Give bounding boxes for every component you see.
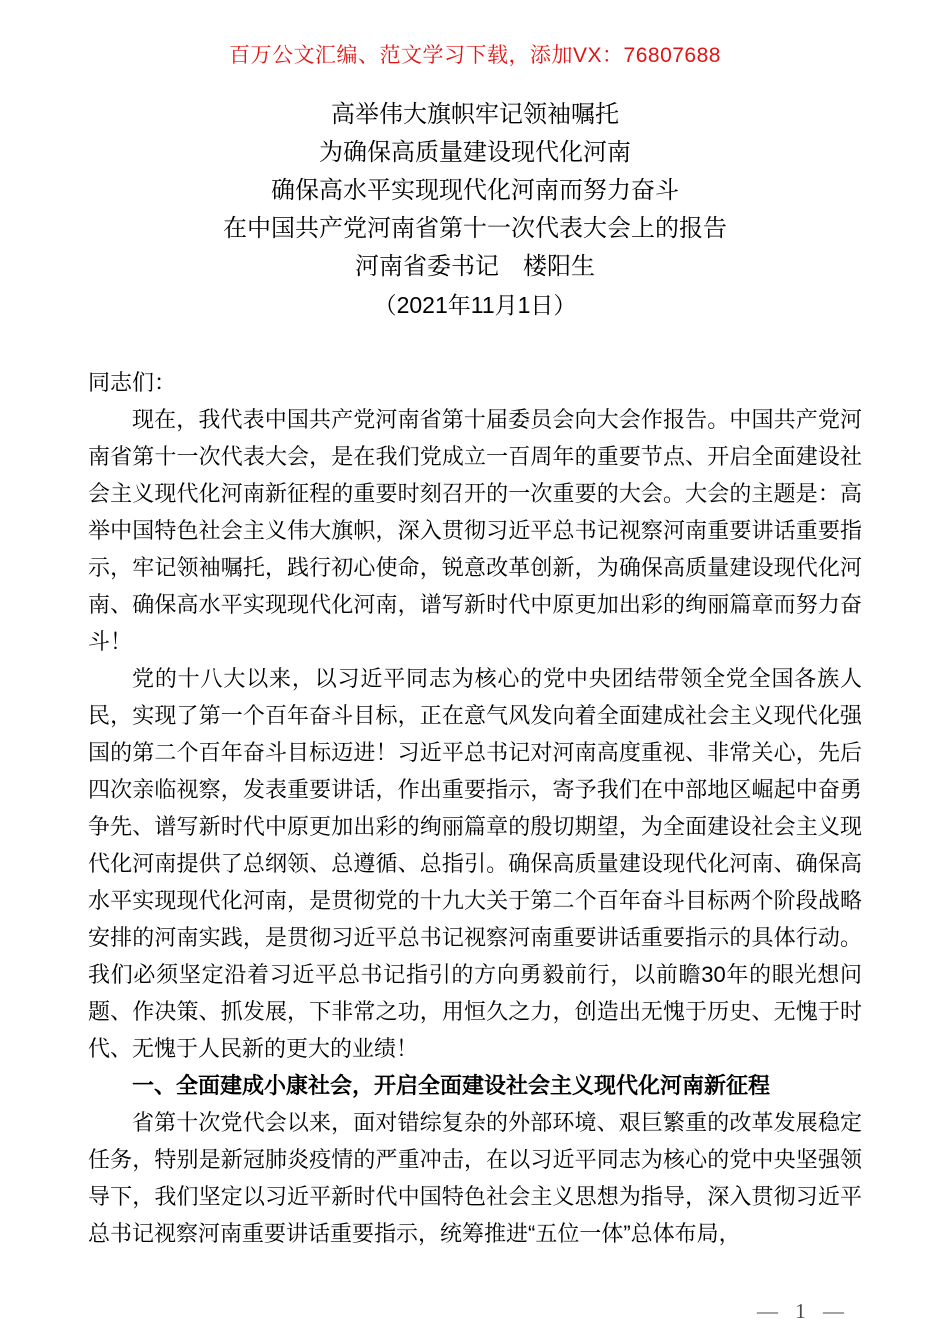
title-block [0,96,950,324]
section-heading-1: 一、全面建成小康社会，开启全面建设社会主义现代化河南新征程 [132,1073,771,1098]
document-author: 河南省委书记 楼阳生 [355,253,595,280]
document-subtitle: 在中国共产党河南省第十一次代表大会上的报告 [223,215,727,242]
salutation: 同志们： [88,370,177,395]
document-date: （2021年11月1日） [373,292,577,318]
body-paragraph-3: 省第十次党代会以来，面对错综复杂的外部环境、艰巨繁重的改革发展稳定任务，特别是新冠肺炎疫情的严重冲击，在以习近平同志为核心的党中央坚强领导下，我们坚定以习近平新时代中国特色社会主义思想为指导，深入贯彻习近平总书记视察河南重要讲话重要指示，统筹推进“五位一体”总体布局， [88,1110,862,1246]
body-paragraph-2: 党的十八大以来，以习近平同志为核心的党中央团结带领全党全国各族人民，实现了第一个百年奋斗目标，正在意气风发向着全面建成社会主义现代化强国的第二个百年奋斗目标迈进！习近平总书记对河南高度重视、非常关心，先后四次亲临视察，发表重要讲话，作出重要指示，寄予我们在中部地区崛起中奋勇争先、谱写新时代中原更加出彩的绚丽篇章的殷切期望，为全面建设社会主义现代化河南提供了总纲领、总遵循、总指引。确保高质量建设现代化河南、确保高水平实现现代化河南，是贯彻党的十九大关于第二个百年奋斗目标两个阶段战略安排的河南实践，是贯彻习近平总书记视察河南重要讲话重要指示的具体行动。我们必须坚定沿着习近平总书记指引的方向勇毅前行，以前瞻30年的眼光想问题、作决策、抓发展，下非常之功，用恒久之力，创造出无愧于历史、无愧于时代、无愧于人民新的更大的业绩！ [88,666,862,1061]
document-title-line-1: 高举伟大旗帜牢记领袖嘱托 [331,101,619,128]
document-title-line-2: 为确保高质量建设现代化河南 [319,139,631,166]
document-body [88,364,862,1252]
promo-notice: 百万公文汇编、范文学习下载，添加VX：76807688 [229,44,721,67]
body-paragraph-1: 现在，我代表中国共产党河南省第十届委员会向大会作报告。中国共产党河南省第十一次代表大会，是在我们党成立一百周年的重要节点、开启全面建设社会主义现代化河南新征程的重要时刻召开的一次重要的大会。大会的主题是：高举中国特色社会主义伟大旗帜，深入贯彻习近平总书记视察河南重要讲话重要指示，牢记领袖嘱托，践行初心使命，锐意改革创新，为确保高质量建设现代化河南、确保高水平实现现代化河南，谱写新时代中原更加出彩的绚丽篇章而努力奋斗！ [88,407,862,654]
document-title-line-3: 确保高水平实现现代化河南而努力奋斗 [271,177,679,204]
page-number: — 1 — [757,1299,850,1323]
